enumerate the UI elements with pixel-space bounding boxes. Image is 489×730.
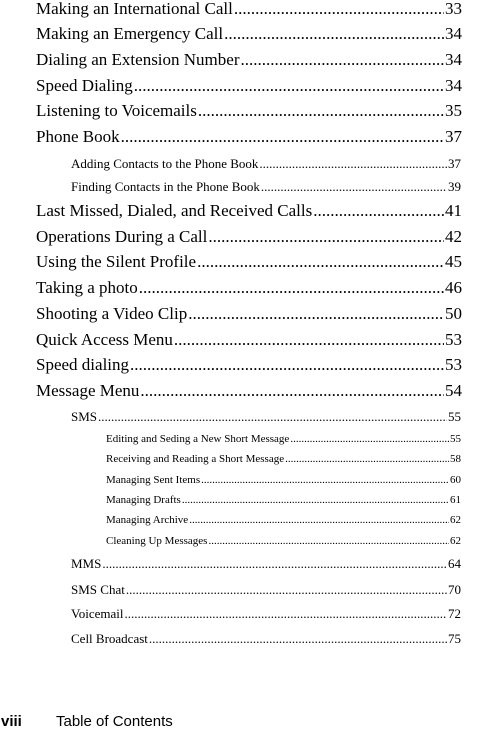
toc-entry-page: 61 [450, 494, 461, 506]
toc-entry-page: 42 [445, 227, 462, 246]
dot-leader [241, 50, 445, 70]
toc-entry-title: Speed Dialing [36, 76, 133, 95]
toc-entry-page: 72 [448, 606, 461, 621]
toc-entry-title: Using the Silent Profile [36, 252, 197, 271]
toc-entry-title: Message Menu [36, 381, 140, 400]
toc-entry-page: 50 [445, 304, 462, 323]
footer-section-label: Table of Contents [56, 712, 173, 730]
toc-entry-title: Listening to Voicemails [36, 101, 197, 120]
toc-entry-title: SMS Chat [71, 582, 125, 597]
toc-entry-title: Finding Contacts in the Phone Book [71, 179, 260, 194]
dot-leader [174, 330, 444, 350]
toc-entry-page: 54 [445, 381, 462, 400]
toc-entry-page: 37 [445, 127, 462, 146]
toc-entry-title: Quick Access Menu [36, 330, 173, 349]
toc-entry-page: 60 [450, 474, 461, 486]
toc-entry-title: Cell Broadcast [71, 631, 148, 646]
toc-entry-page: 33 [445, 0, 462, 18]
dot-leader [121, 127, 444, 147]
toc-entry [71, 556, 461, 572]
toc-entry [71, 631, 461, 647]
dot-leader [234, 0, 444, 19]
toc-entry-title: Receiving and Reading a Short Message [106, 453, 285, 465]
dot-leader [134, 76, 444, 96]
dot-leader [140, 381, 444, 401]
toc-entry-page: 35 [445, 101, 462, 120]
toc-entry-page: 41 [445, 201, 462, 220]
toc-entry-title: MMS [71, 556, 102, 571]
toc-entry-page: 62 [450, 535, 461, 547]
toc-entry [36, 76, 462, 96]
toc-entry-title: Editing and Seding a New Short Message [106, 433, 290, 445]
toc-entry-title: SMS [71, 409, 98, 424]
toc-entry-title: Adding Contacts to the Phone Book [71, 156, 259, 171]
toc-entry [36, 227, 462, 247]
dot-leader [126, 582, 447, 598]
dot-leader [189, 514, 449, 526]
toc-entry-title: Taking a photo [36, 278, 138, 297]
toc-entry-page: 53 [445, 355, 462, 374]
footer-page-number: viii [1, 712, 22, 730]
toc-entry [106, 433, 461, 445]
toc-entry-title: Dialing an Extension Number [36, 50, 240, 69]
dot-leader [130, 355, 444, 375]
toc-entry-page: 53 [445, 330, 462, 349]
toc-entry-title: Last Missed, Dialed, and Received Calls [36, 201, 313, 220]
dot-leader [201, 474, 449, 486]
dot-leader [290, 433, 449, 445]
dot-leader [208, 535, 449, 547]
toc-entry [106, 514, 461, 526]
toc-entry-page: 34 [445, 50, 462, 69]
dot-leader [149, 631, 447, 647]
toc-entry [36, 278, 462, 298]
toc-entry [36, 50, 462, 70]
toc-entry-page: 34 [445, 24, 462, 43]
toc-entry-title: Cleaning Up Messages [106, 535, 208, 547]
toc-entry [71, 179, 461, 195]
toc-entry [36, 101, 462, 121]
dot-leader [208, 227, 444, 247]
toc-entry [71, 606, 461, 622]
dot-leader [261, 179, 447, 195]
toc-entry-page: 37 [448, 156, 461, 171]
toc-entry-title: Operations During a Call [36, 227, 208, 246]
toc-entry-page: 34 [445, 76, 462, 95]
toc-entry [36, 252, 462, 272]
dot-leader [313, 201, 444, 221]
toc-entry-title: Voicemail [71, 606, 124, 621]
toc-entry [36, 24, 462, 44]
toc-entry [36, 304, 462, 324]
dot-leader [102, 556, 447, 572]
toc-entry-page: 39 [448, 179, 461, 194]
toc-entry [36, 127, 462, 147]
dot-leader [198, 101, 444, 121]
toc-entry [106, 494, 461, 506]
toc-entry-title: Shooting a Video Clip [36, 304, 188, 323]
dot-leader [124, 606, 447, 622]
toc-entry [36, 381, 462, 401]
dot-leader [197, 252, 444, 272]
toc-entry [106, 535, 461, 547]
toc-entry [36, 0, 462, 19]
toc-entry [106, 474, 461, 486]
dot-leader [259, 156, 447, 172]
toc-entry-title: Managing Sent Items [106, 474, 201, 486]
dot-leader [188, 304, 444, 324]
toc-entry [36, 355, 462, 375]
toc-entry-page: 75 [448, 631, 461, 646]
toc-entry [36, 201, 462, 221]
toc-entry-page: 64 [448, 556, 461, 571]
toc-entry-page: 55 [450, 433, 461, 445]
dot-leader [285, 453, 449, 465]
toc-entry-page: 45 [445, 252, 462, 271]
toc-entry [71, 409, 461, 425]
toc-entry-title: Phone Book [36, 127, 120, 146]
toc-entry-title: Speed dialing [36, 355, 130, 374]
toc-entry [36, 330, 462, 350]
toc-entry [71, 582, 461, 598]
toc-entry-page: 70 [448, 582, 461, 597]
dot-leader [182, 494, 449, 506]
toc-entry-page: 62 [450, 514, 461, 526]
toc-entry-title: Managing Archive [106, 514, 189, 526]
dot-leader [98, 409, 447, 425]
toc-entry-title: Making an Emergency Call [36, 24, 224, 43]
dot-leader [224, 24, 444, 44]
toc-entry-page: 46 [445, 278, 462, 297]
toc-entry-page: 55 [448, 409, 461, 424]
toc-entry-page: 58 [450, 453, 461, 465]
toc-entry-title: Managing Drafts [106, 494, 181, 506]
toc-entry [106, 453, 461, 465]
toc-entry-title: Making an International Call [36, 0, 233, 18]
page-footer [0, 712, 489, 730]
dot-leader [139, 278, 444, 298]
toc-entry [71, 156, 461, 172]
